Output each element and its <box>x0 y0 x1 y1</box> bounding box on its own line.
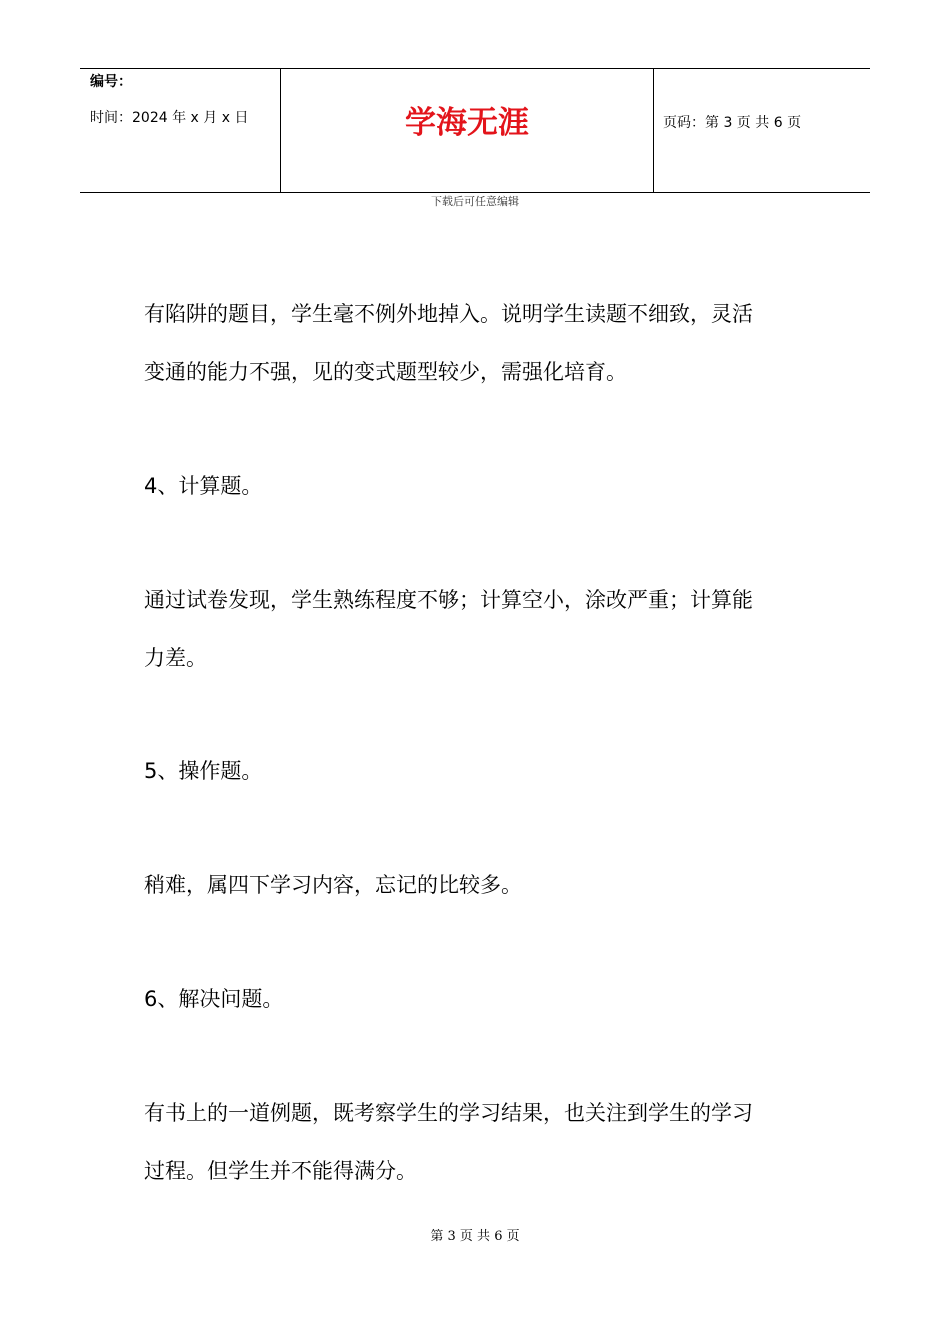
paragraph-line: 有陷阱的题目，学生毫不例外地掉入。说明学生读题不细致，灵活 <box>144 302 753 326</box>
paragraph-line: 有书上的一道例题，既考察学生的学习结果，也关注到学生的学习 <box>144 1101 753 1125</box>
header-meta-cell <box>80 69 281 193</box>
paragraph-line: 过程。但学生并不能得满分。 <box>144 1159 417 1183</box>
paragraph-line: 力差。 <box>144 646 207 670</box>
section-heading-operation: 5、操作题。 <box>144 759 263 783</box>
paragraph-line: 变通的能力不强，见的变式题型较少，需强化培育。 <box>144 360 627 384</box>
doc-time-label: 时间：2024 年 x 月 x 日 <box>90 110 249 126</box>
header-page-info: 页码：第 3 页 共 6 页 <box>663 115 802 131</box>
header-title-cell <box>281 69 654 193</box>
paragraph-line: 通过试卷发现，学生熟练程度不够；计算空小，涂改严重；计算能 <box>144 588 753 612</box>
doc-number-label: 编号： <box>90 74 132 90</box>
section-heading-calculation: 4、计算题。 <box>144 474 263 498</box>
header-title: 学海无涯 <box>405 105 529 141</box>
paragraph-line: 稍难，属四下学习内容，忘记的比较多。 <box>144 873 522 897</box>
edit-note: 下载后可任意编辑 <box>431 195 519 208</box>
footer-page-number: 第 3 页 共 6 页 <box>430 1229 520 1244</box>
section-heading-problem-solving: 6、解决问题。 <box>144 987 284 1011</box>
document-header <box>80 68 870 193</box>
header-page-cell <box>654 69 870 193</box>
